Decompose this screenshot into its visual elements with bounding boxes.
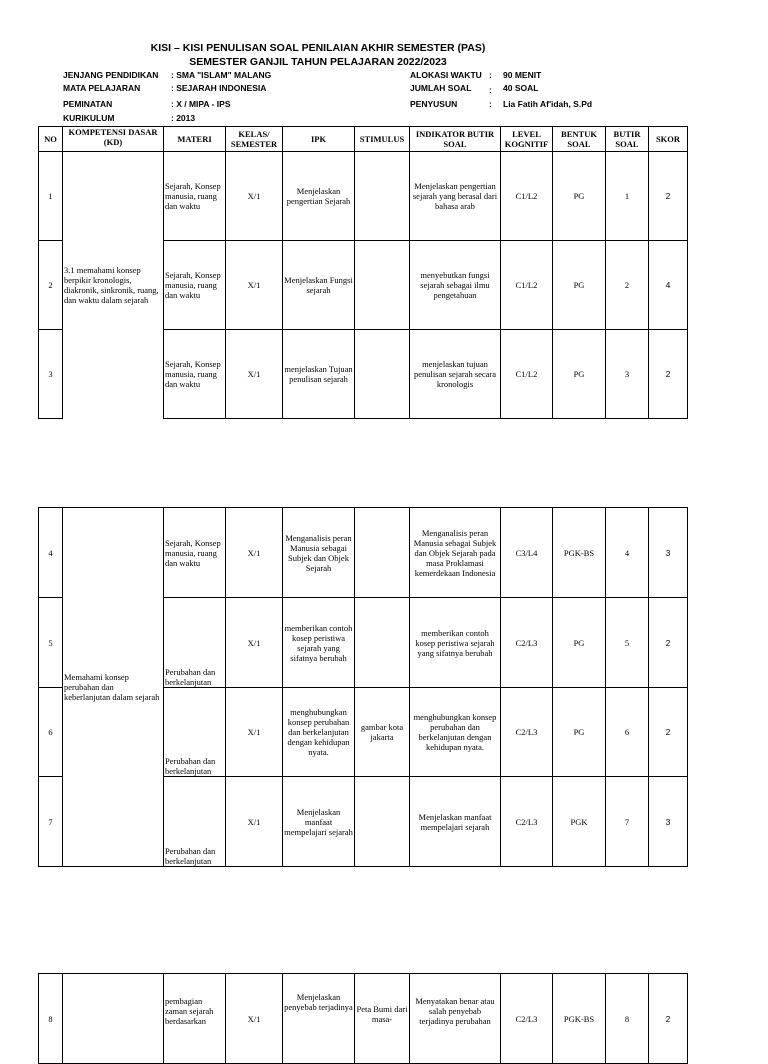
cell-bentuk: PG [553, 330, 606, 419]
cell-skor: 2 [649, 974, 688, 1064]
cell-skor: 2 [649, 598, 688, 688]
cell-bentuk: PG [553, 241, 606, 330]
col-header-bentuk: BENTUK SOAL [553, 127, 606, 152]
cell-no: 4 [39, 508, 63, 598]
cell-indikator: Menyatakan benar atau salah penyebab terjadinya perubahan [410, 974, 501, 1064]
cell-level: C1/L2 [501, 152, 553, 241]
table-row [39, 508, 688, 598]
cell-level: C1/L2 [501, 241, 553, 330]
cell-indikator: menjelaskan tujuan penulisan sejarah secara kronologis [410, 330, 501, 419]
cell-ipk: Menjelaskan pengertian Sejarah [283, 152, 355, 241]
col-header-indikator: INDIKATOR BUTIR SOAL [410, 127, 501, 152]
cell-level: C3/L4 [501, 508, 553, 598]
cell-materi: Perubahan dan berkelanjutan [164, 598, 226, 688]
cell-stimulus: gambar kota jakarta [355, 688, 410, 777]
col-header-kelas: KELAS/ SEMESTER [226, 127, 283, 152]
table-row [39, 974, 688, 1064]
kisi-table-page1 [38, 126, 688, 419]
cell-bentuk: PG [553, 688, 606, 777]
col-header-level: LEVEL KOGNITIF [501, 127, 553, 152]
cell-level: C1/L2 [501, 330, 553, 419]
cell-materi: pembagian zaman sejarah berdasarkan [164, 974, 226, 1064]
col-header-stimulus: STIMULUS [355, 127, 410, 152]
cell-ipk: menghubungkan konsep perubahan dan berkelanjutan dengan kehidupan nyata. [283, 688, 355, 777]
cell-stimulus [355, 598, 410, 688]
cell-ipk: Menganalisis peran Manusia sebagai Subjek dan Objek Sejarah [283, 508, 355, 598]
table-row [39, 152, 688, 241]
cell-materi: Perubahan dan berkelanjutan [164, 688, 226, 777]
jumlah-colon: : [489, 85, 492, 95]
peminatan-value: : X / MIPA - IPS [171, 99, 231, 109]
cell-indikator: menyebutkan fungsi sejarah sebagai ilmu pengetahuan [410, 241, 501, 330]
alokasi-value: 90 MENIT [503, 70, 542, 80]
cell-indikator: menghubungkan konsep perubahan dan berkelanjutan dengan kehidupan nyata. [410, 688, 501, 777]
cell-materi: Sejarah, Konsep manusia, ruang dan waktu [164, 241, 226, 330]
cell-kelas: X/1 [226, 508, 283, 598]
cell-no: 1 [39, 152, 63, 241]
cell-bentuk: PG [553, 152, 606, 241]
cell-stimulus: Peta Bumi dari masa- [355, 974, 410, 1064]
mapel-value: : SEJARAH INDONESIA [171, 83, 267, 93]
cell-no: 2 [39, 241, 63, 330]
cell-indikator: Menjelaskan manfaat mempelajari sejarah [410, 777, 501, 867]
cell-level: C2/L3 [501, 598, 553, 688]
cell-kelas: X/1 [226, 152, 283, 241]
cell-materi: Sejarah, Konsep manusia, ruang dan waktu [164, 508, 226, 598]
alokasi-colon: : [489, 70, 492, 80]
jenjang-label: JENJANG PENDIDIKAN [63, 70, 159, 80]
cell-indikator: Menganalisis peran Manusia sebagai Subjek dan Objek Sejarah pada masa Proklamasi kemerdekaan Indonesia [410, 508, 501, 598]
cell-stimulus [355, 152, 410, 241]
cell-butir: 7 [606, 777, 649, 867]
cell-ipk: Menjelaskan Fungsi sejarah [283, 241, 355, 330]
cell-kd [63, 974, 164, 1064]
kurikulum-label: KURIKULUM [63, 113, 115, 123]
penyusun-label: PENYUSUN [410, 99, 458, 109]
cell-materi: Sejarah, Konsep manusia, ruang dan waktu [164, 330, 226, 419]
cell-butir: 2 [606, 241, 649, 330]
cell-ipk: Menjelaskan penyebab terjadinya [283, 974, 355, 1064]
cell-materi: Sejarah, Konsep manusia, ruang dan waktu [164, 152, 226, 241]
cell-level: C2/L3 [501, 974, 553, 1064]
jumlah-value: 40 SOAL [503, 83, 539, 93]
cell-kelas: X/1 [226, 974, 283, 1064]
cell-stimulus [355, 508, 410, 598]
document-title: KISI – KISI PENULISAN SOAL PENILAIAN AKHIR SEMESTER (PAS) [150, 42, 486, 54]
cell-butir: 4 [606, 508, 649, 598]
cell-skor: 4 [649, 241, 688, 330]
cell-bentuk: PGK-BS [553, 508, 606, 598]
cell-indikator: memberikan contoh kosep peristiwa sejarah yang sifatnya berubah [410, 598, 501, 688]
penyusun-colon: : [489, 99, 492, 109]
cell-butir: 8 [606, 974, 649, 1064]
cell-butir: 1 [606, 152, 649, 241]
col-header-butir: BUTIR SOAL [606, 127, 649, 152]
cell-butir: 5 [606, 598, 649, 688]
cell-butir: 3 [606, 330, 649, 419]
cell-level: C2/L3 [501, 777, 553, 867]
table-header-row [39, 127, 688, 152]
cell-skor: 3 [649, 508, 688, 598]
cell-kelas: X/1 [226, 777, 283, 867]
document-subtitle: SEMESTER GANJIL TAHUN PELAJARAN 2022/2023 [189, 56, 447, 68]
col-header-materi: MATERI [164, 127, 226, 152]
cell-butir: 6 [606, 688, 649, 777]
cell-level: C2/L3 [501, 688, 553, 777]
cell-kelas: X/1 [226, 688, 283, 777]
mapel-label: MATA PELAJARAN [63, 83, 141, 93]
cell-stimulus [355, 330, 410, 419]
cell-no: 6 [39, 688, 63, 777]
cell-materi: Perubahan dan berkelanjutan [164, 777, 226, 867]
cell-no: 3 [39, 330, 63, 419]
cell-kd: Memahami konsep perubahan dan keberlanjutan dalam sejarah [63, 508, 164, 867]
cell-no: 7 [39, 777, 63, 867]
col-header-no: NO [39, 127, 63, 152]
kisi-table-page3 [38, 973, 688, 1064]
peminatan-label: PEMINATAN [63, 99, 113, 109]
jenjang-value: : SMA "ISLAM" MALANG [171, 70, 272, 80]
cell-kelas: X/1 [226, 330, 283, 419]
cell-stimulus [355, 777, 410, 867]
cell-bentuk: PG [553, 598, 606, 688]
cell-no: 5 [39, 598, 63, 688]
cell-skor: 2 [649, 330, 688, 419]
cell-indikator: Menjelaskan pengertian sejarah yang berasal dari bahasa arab [410, 152, 501, 241]
penyusun-value: Lia Fatih Af'idah, S.Pd [503, 99, 593, 109]
kurikulum-value: : 2013 [171, 113, 196, 123]
cell-stimulus [355, 241, 410, 330]
kisi-table-page2 [38, 507, 688, 867]
alokasi-label: ALOKASI WAKTU [410, 70, 482, 80]
cell-skor: 2 [649, 152, 688, 241]
col-header-skor: SKOR [649, 127, 688, 152]
cell-no: 8 [39, 974, 63, 1064]
cell-ipk: Menjelaskan manfaat mempelajari sejarah [283, 777, 355, 867]
col-header-kd: KOMPETENSI DASAR (KD) [63, 127, 164, 152]
col-header-ipk: IPK [283, 127, 355, 152]
cell-kelas: X/1 [226, 598, 283, 688]
cell-kd: 3.1 memahami konsep berpikir kronologis, diakronik, sinkronik, ruang, dan waktu dalam sejarah [63, 152, 164, 419]
cell-skor: 3 [649, 777, 688, 867]
cell-bentuk: PGK [553, 777, 606, 867]
cell-skor: 2 [649, 688, 688, 777]
cell-ipk: memberikan contoh kosep peristiwa sejarah yang sifatnya berubah [283, 598, 355, 688]
cell-ipk: menjelaskan Tujuan penulisan sejarah [283, 330, 355, 419]
cell-bentuk: PGK-BS [553, 974, 606, 1064]
cell-kelas: X/1 [226, 241, 283, 330]
jumlah-label: JUMLAH SOAL [410, 83, 472, 93]
